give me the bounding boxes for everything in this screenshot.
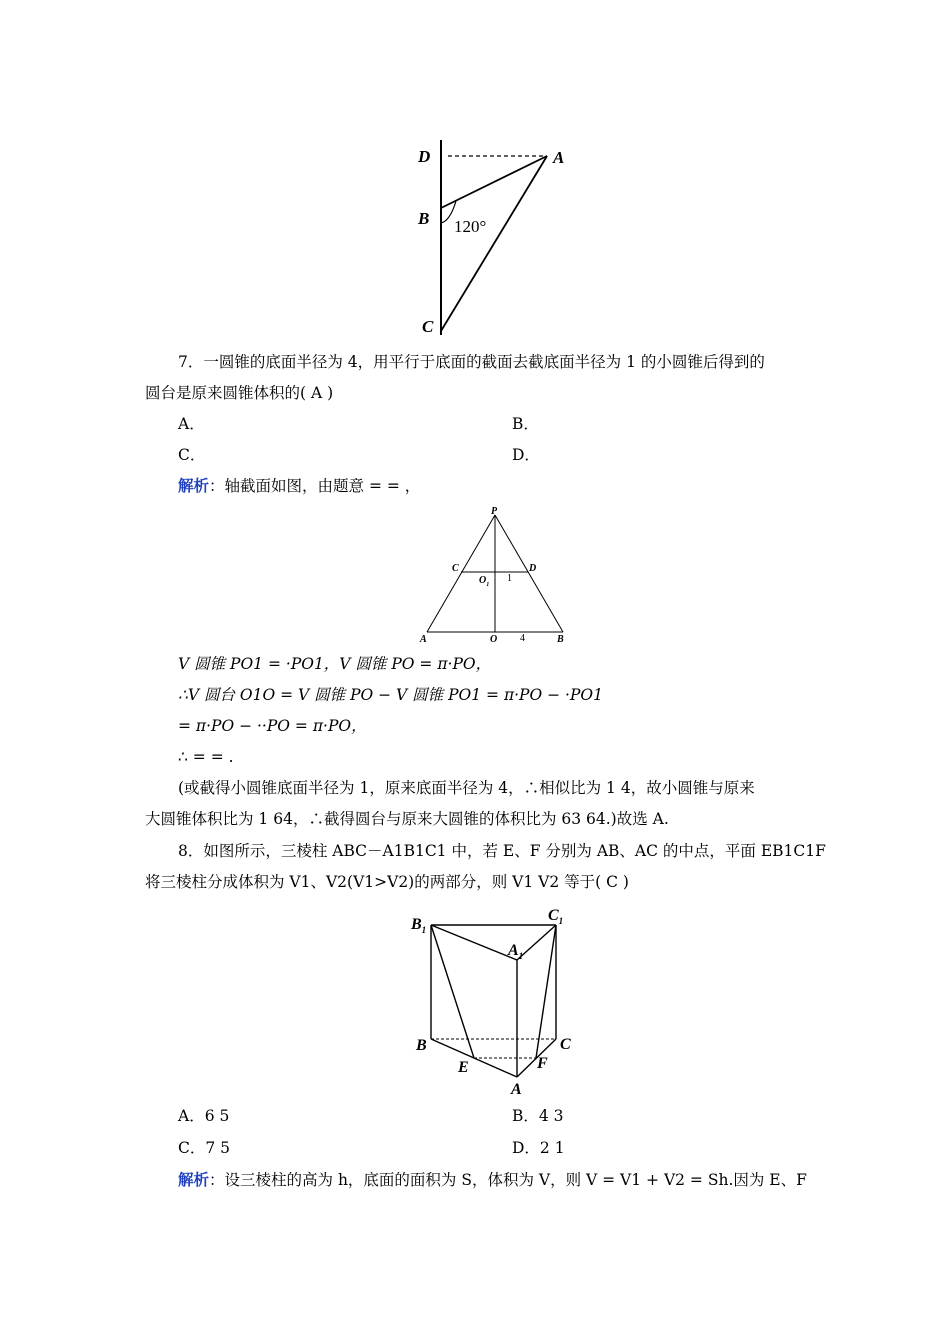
figure-dabc — [410, 135, 590, 345]
solution-label-8: 解析 — [178, 1170, 210, 1189]
q8-line1: 8．如图所示，三棱柱 ABC－A1B1C1 中，若 E、F 分别为 AB、AC 的中点，平面 EB1C1F — [178, 842, 826, 860]
label-a2: A — [420, 634, 427, 645]
label-f: F — [537, 1055, 548, 1072]
label-b1: B — [411, 916, 422, 933]
label-four: 4 — [520, 633, 525, 644]
sol7-eq1: V 圆锥 PO1 = ·PO1，V 圆锥 PO = π·PO， — [178, 655, 492, 673]
label-e: E — [458, 1059, 469, 1076]
svg-text:A1: $A_1$ — [508, 942, 524, 961]
q7-line2: 圆台是原来圆锥体积的( A ) — [145, 384, 334, 402]
label-a1: A — [508, 942, 519, 959]
label-c3: C — [560, 1036, 571, 1053]
sol7-eq2: ∴V 圆台 O1O = V 圆锥 PO − V 圆锥 PO1 = π·PO − ·PO1 — [178, 686, 603, 704]
sol7-alt2: 大圆锥体积比为 1 64，∴截得圆台与原来大圆锥的体积比为 63 64.)故选 A. — [145, 810, 669, 828]
q8-option-a: A．6 5 — [178, 1107, 230, 1125]
label-one: 1 — [507, 573, 512, 584]
label-b: B — [418, 209, 430, 228]
svg-text:O1: $O_1$ — [479, 575, 490, 588]
label-a: A — [553, 148, 565, 167]
angle-label: 120° — [454, 217, 487, 236]
svg-text:B1: $B_1$ — [411, 916, 427, 935]
label-b2: B — [557, 634, 564, 645]
label-c1: C — [548, 907, 559, 924]
label-p: P — [491, 506, 498, 517]
figure-prism — [405, 905, 585, 1100]
q8-option-b: B．4 3 — [512, 1107, 564, 1125]
q7-option-b: B． — [512, 415, 539, 433]
figure-cone-section — [415, 505, 575, 647]
label-c: C — [422, 317, 434, 336]
label-d2: D — [529, 563, 537, 574]
q8-line2: 将三棱柱分成体积为 V1、V2(V1>V2)的两部分，则 V1 V2 等于( C ) — [145, 873, 629, 891]
sol7-eq4: ∴ = = . — [178, 748, 234, 766]
label-b3: B — [416, 1037, 427, 1054]
q8-option-c: C．7 5 — [178, 1139, 231, 1157]
sol7-line1 — [178, 476, 420, 496]
sol8-text: ：设三棱柱的高为 h，底面的面积为 S，体积为 V，则 V = V1 + V2 = Sh.因为 E、F — [209, 1171, 807, 1189]
sol7-alt1: (或截得小圆锥底面半径为 1，原来底面半径为 4，∴相似比为 1 4，故小圆锥与原来 — [178, 779, 755, 797]
label-d: D — [418, 147, 431, 166]
solution-label: 解析 — [178, 476, 210, 495]
svg-text:C1: $C_1$ — [548, 907, 564, 926]
sol7-eq3: = π·PO − ··PO = π·PO， — [178, 717, 367, 735]
sol7-text: ：轴截面如图，由题意 = = ， — [209, 477, 421, 495]
q7-option-c: C． — [178, 446, 206, 464]
q7-line1: 7．一圆锥的底面半径为 4，用平行于底面的截面去截底面半径为 1 的小圆锥后得到的 — [178, 353, 765, 371]
label-c2: C — [452, 563, 459, 574]
q8-option-d: D．2 1 — [512, 1139, 565, 1157]
q7-option-a: A． — [178, 415, 205, 433]
label-a3: A — [511, 1081, 522, 1098]
label-o1: O — [479, 575, 487, 586]
sol8-line1 — [178, 1170, 807, 1190]
q7-option-d: D． — [512, 446, 540, 464]
label-o: O — [490, 634, 498, 645]
